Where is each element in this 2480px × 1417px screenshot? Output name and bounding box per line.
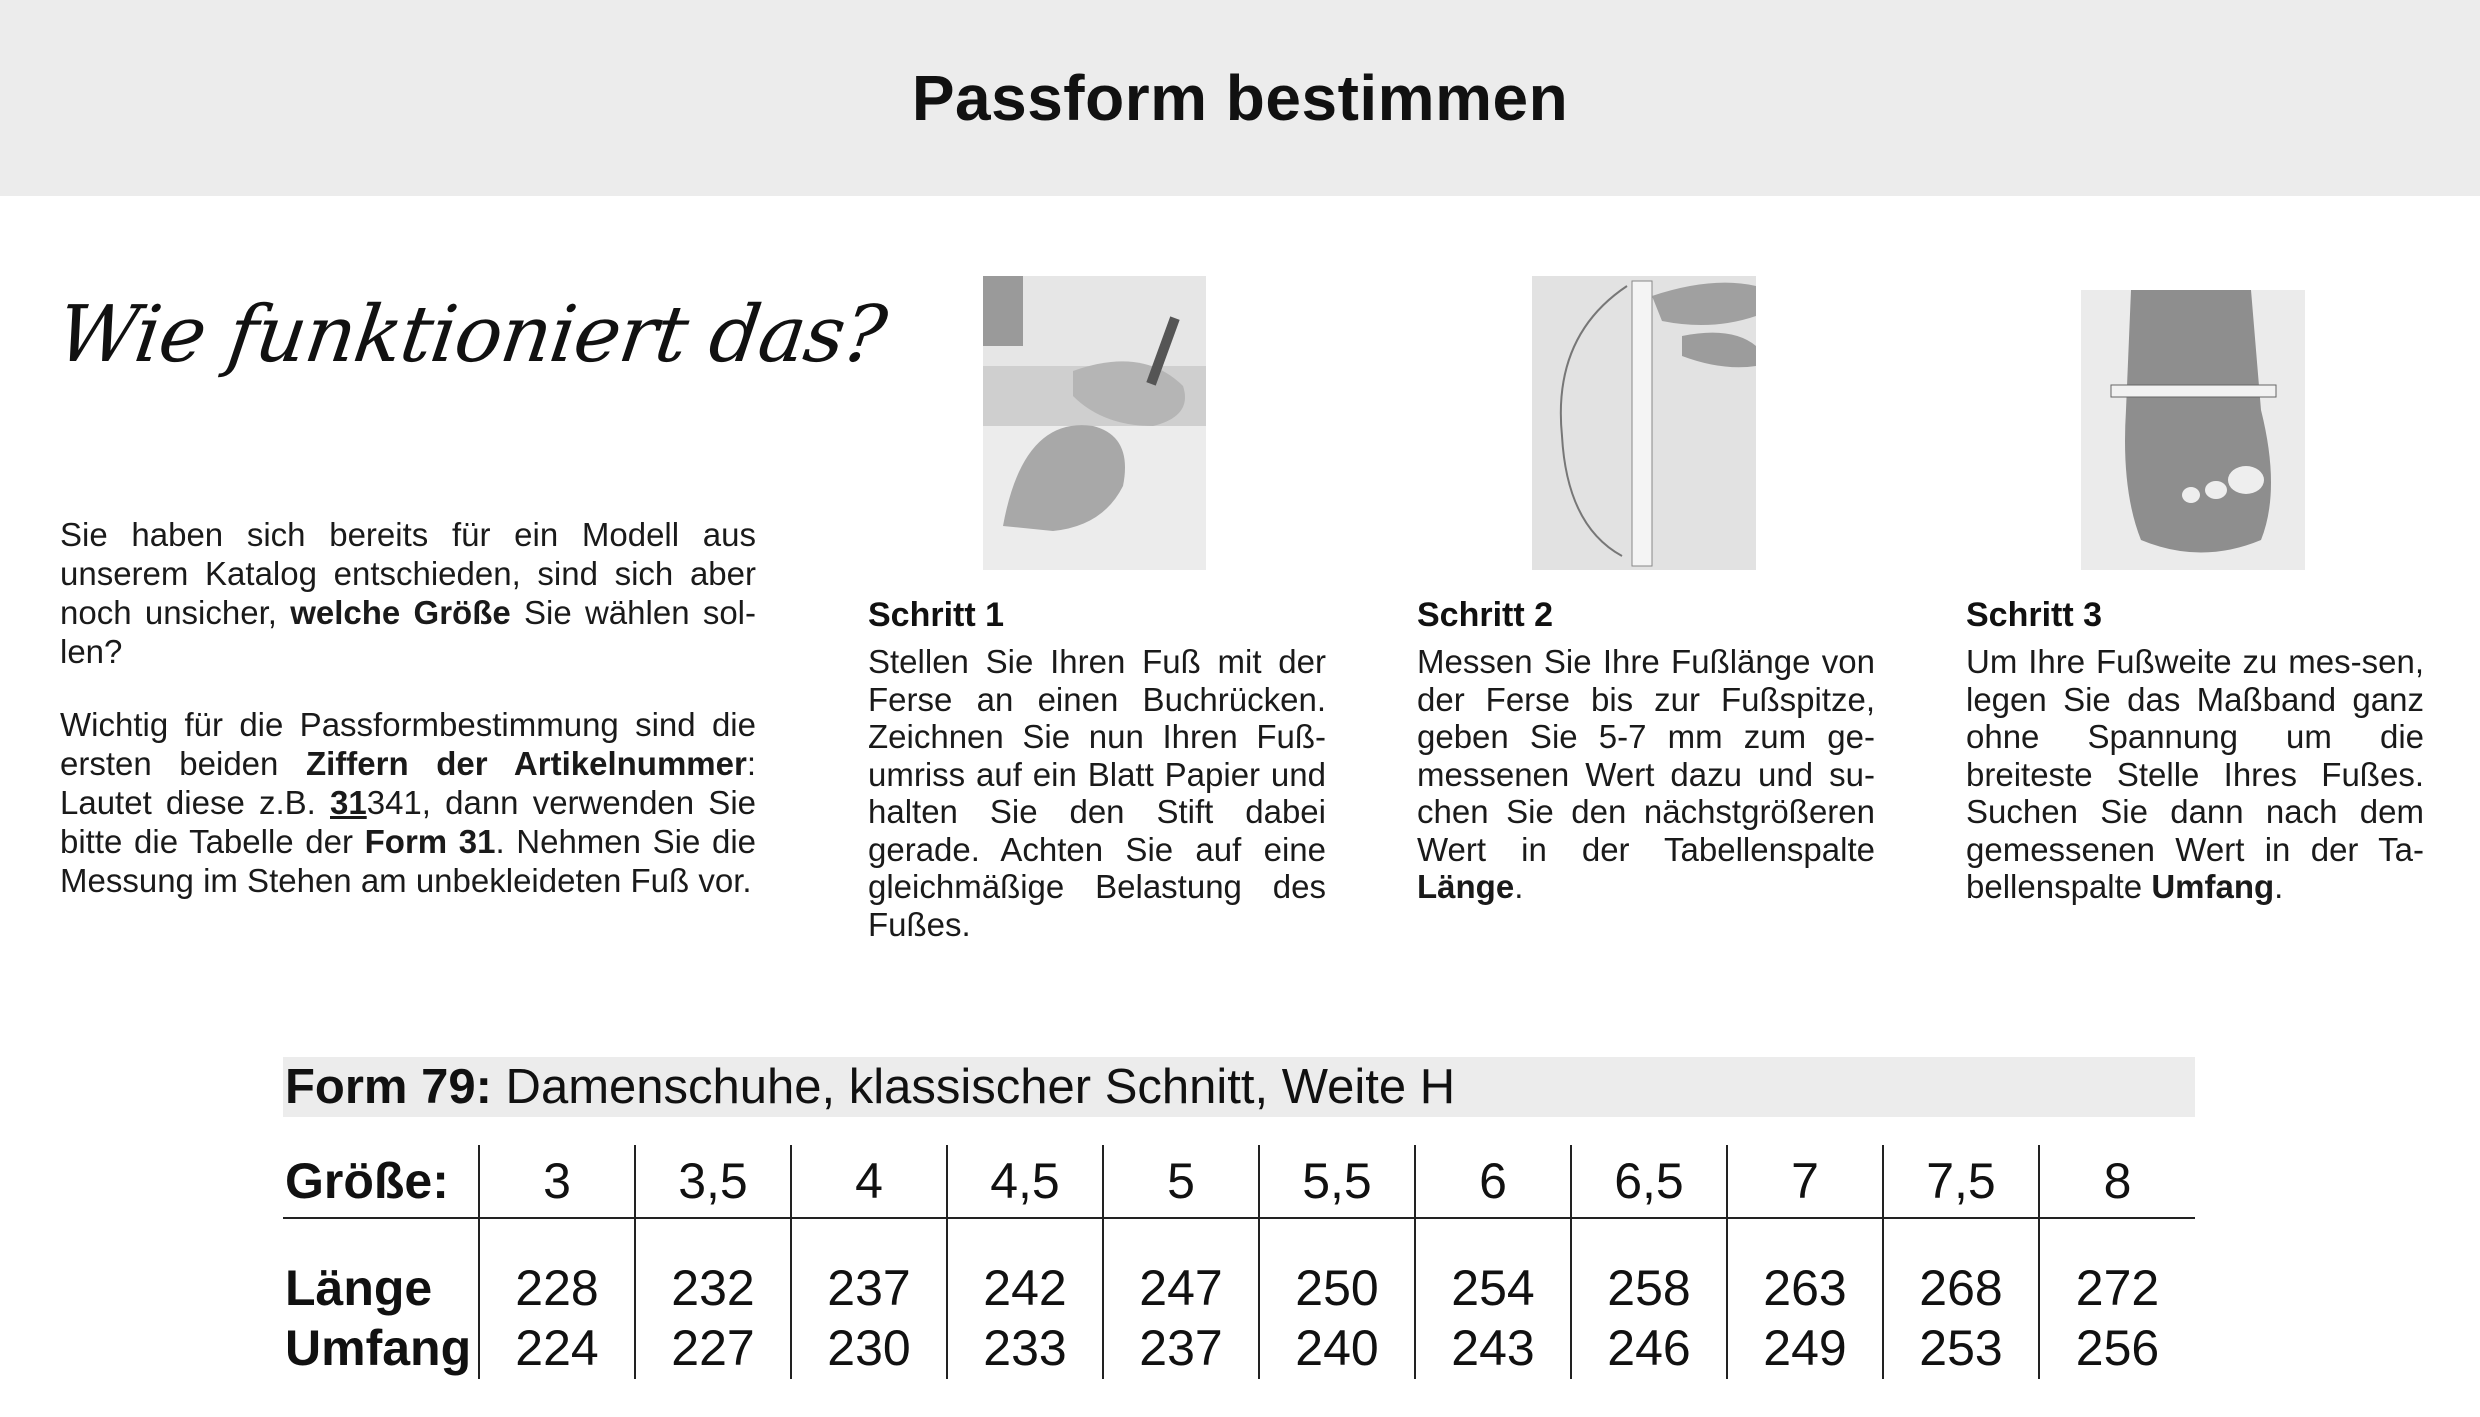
size-cell: 5,5 bbox=[1259, 1145, 1415, 1218]
step-1-photo bbox=[983, 276, 1206, 570]
umfang-cell: 227 bbox=[635, 1317, 791, 1379]
umfang-cell: 240 bbox=[1259, 1317, 1415, 1379]
umfang-cell: 243 bbox=[1415, 1317, 1571, 1379]
laenge-cell: 250 bbox=[1259, 1218, 1415, 1317]
size-table bbox=[283, 1145, 2195, 1379]
step-3 bbox=[1966, 596, 2424, 906]
umfang-cell: 237 bbox=[1103, 1317, 1259, 1379]
size-cell: 8 bbox=[2039, 1145, 2195, 1218]
laenge-cell: 232 bbox=[635, 1218, 791, 1317]
laenge-row bbox=[283, 1218, 2195, 1317]
step-2-photo bbox=[1532, 276, 1756, 570]
size-cell: 6,5 bbox=[1571, 1145, 1727, 1218]
laenge-cell: 237 bbox=[791, 1218, 947, 1317]
size-cell: 6 bbox=[1415, 1145, 1571, 1218]
size-row bbox=[283, 1145, 2195, 1218]
laenge-cell: 258 bbox=[1571, 1218, 1727, 1317]
umfang-cell: 233 bbox=[947, 1317, 1103, 1379]
laenge-cell: 242 bbox=[947, 1218, 1103, 1317]
step-1 bbox=[868, 596, 1326, 943]
laenge-cell: 263 bbox=[1727, 1218, 1883, 1317]
umfang-cell: 224 bbox=[479, 1317, 635, 1379]
script-heading: Wie funktioniert das? bbox=[51, 290, 891, 380]
page-title: Passform bestimmen bbox=[911, 62, 1569, 134]
step-3-text: Um Ihre Fußweite zu mes-sen, legen Sie das Maßband ganz ohne Spannung um die breiteste Stelle Ihres Fußes. Suchen Sie dann nach dem gemessenen Wert in der Ta-bellenspalte Umfang. bbox=[1966, 643, 2424, 905]
table-title: Form 79: Damenschuhe, klassischer Schnitt, Weite H bbox=[283, 1057, 2195, 1117]
intro-paragraph-2: Wichtig für die Passformbestimmung sind die ersten beiden Ziffern der Artikelnummer: Lautet diese z.B. 31341, dann verwenden Sie bitte die Tabelle der Form 31. Nehmen Sie die Messung im Stehen am unbekleideten Fuß vor. bbox=[60, 706, 757, 899]
size-cell: 7,5 bbox=[1883, 1145, 2039, 1218]
header-banner bbox=[0, 0, 2480, 196]
umfang-label: Umfang bbox=[285, 1320, 472, 1376]
step-1-title: Schritt 1 bbox=[868, 596, 1005, 634]
laenge-cell: 272 bbox=[2039, 1218, 2195, 1317]
size-cell: 7 bbox=[1727, 1145, 1883, 1218]
intro-paragraph-1: Sie haben sich bereits für ein Modell aus unserem Katalog entschieden, sind sich aber noch unsicher, welche Größe Sie wählen sol-len? bbox=[60, 516, 756, 670]
intro-text bbox=[60, 515, 756, 934]
size-cell: 5 bbox=[1103, 1145, 1259, 1218]
laenge-cell: 247 bbox=[1103, 1218, 1259, 1317]
umfang-row bbox=[283, 1317, 2195, 1379]
umfang-cell: 230 bbox=[791, 1317, 947, 1379]
laenge-label: Länge bbox=[285, 1260, 433, 1316]
umfang-cell: 249 bbox=[1727, 1317, 1883, 1379]
umfang-cell: 253 bbox=[1883, 1317, 2039, 1379]
umfang-cell: 256 bbox=[2039, 1317, 2195, 1379]
laenge-cell: 254 bbox=[1415, 1218, 1571, 1317]
step-2-title: Schritt 2 bbox=[1417, 596, 1554, 634]
step-3-title: Schritt 3 bbox=[1966, 596, 2103, 634]
laenge-cell: 268 bbox=[1883, 1218, 2039, 1317]
umfang-cell: 246 bbox=[1571, 1317, 1727, 1379]
size-label: Größe: bbox=[283, 1145, 479, 1218]
size-cell: 3 bbox=[479, 1145, 635, 1218]
step-2 bbox=[1417, 596, 1875, 906]
size-cell: 4,5 bbox=[947, 1145, 1103, 1218]
step-1-text: Stellen Sie Ihren Fuß mit der Ferse an einen Buchrücken. Zeichnen Sie nun Ihren Fuß-umriss auf ein Blatt Papier und halten Sie den Stift dabei gerade. Achten Sie auf eine gleichmäßige Belastung des Fußes. bbox=[868, 643, 1326, 943]
size-cell: 4 bbox=[791, 1145, 947, 1218]
laenge-cell: 228 bbox=[479, 1218, 635, 1317]
step-3-photo bbox=[2081, 290, 2305, 570]
size-cell: 3,5 bbox=[635, 1145, 791, 1218]
step-2-text: Messen Sie Ihre Fußlänge von der Ferse bis zur Fußspitze, geben Sie 5-7 mm zum ge-messenen Wert dazu und su-chen Sie den nächstgrößeren Wert in der Tabellenspalte Länge. bbox=[1417, 643, 1875, 905]
